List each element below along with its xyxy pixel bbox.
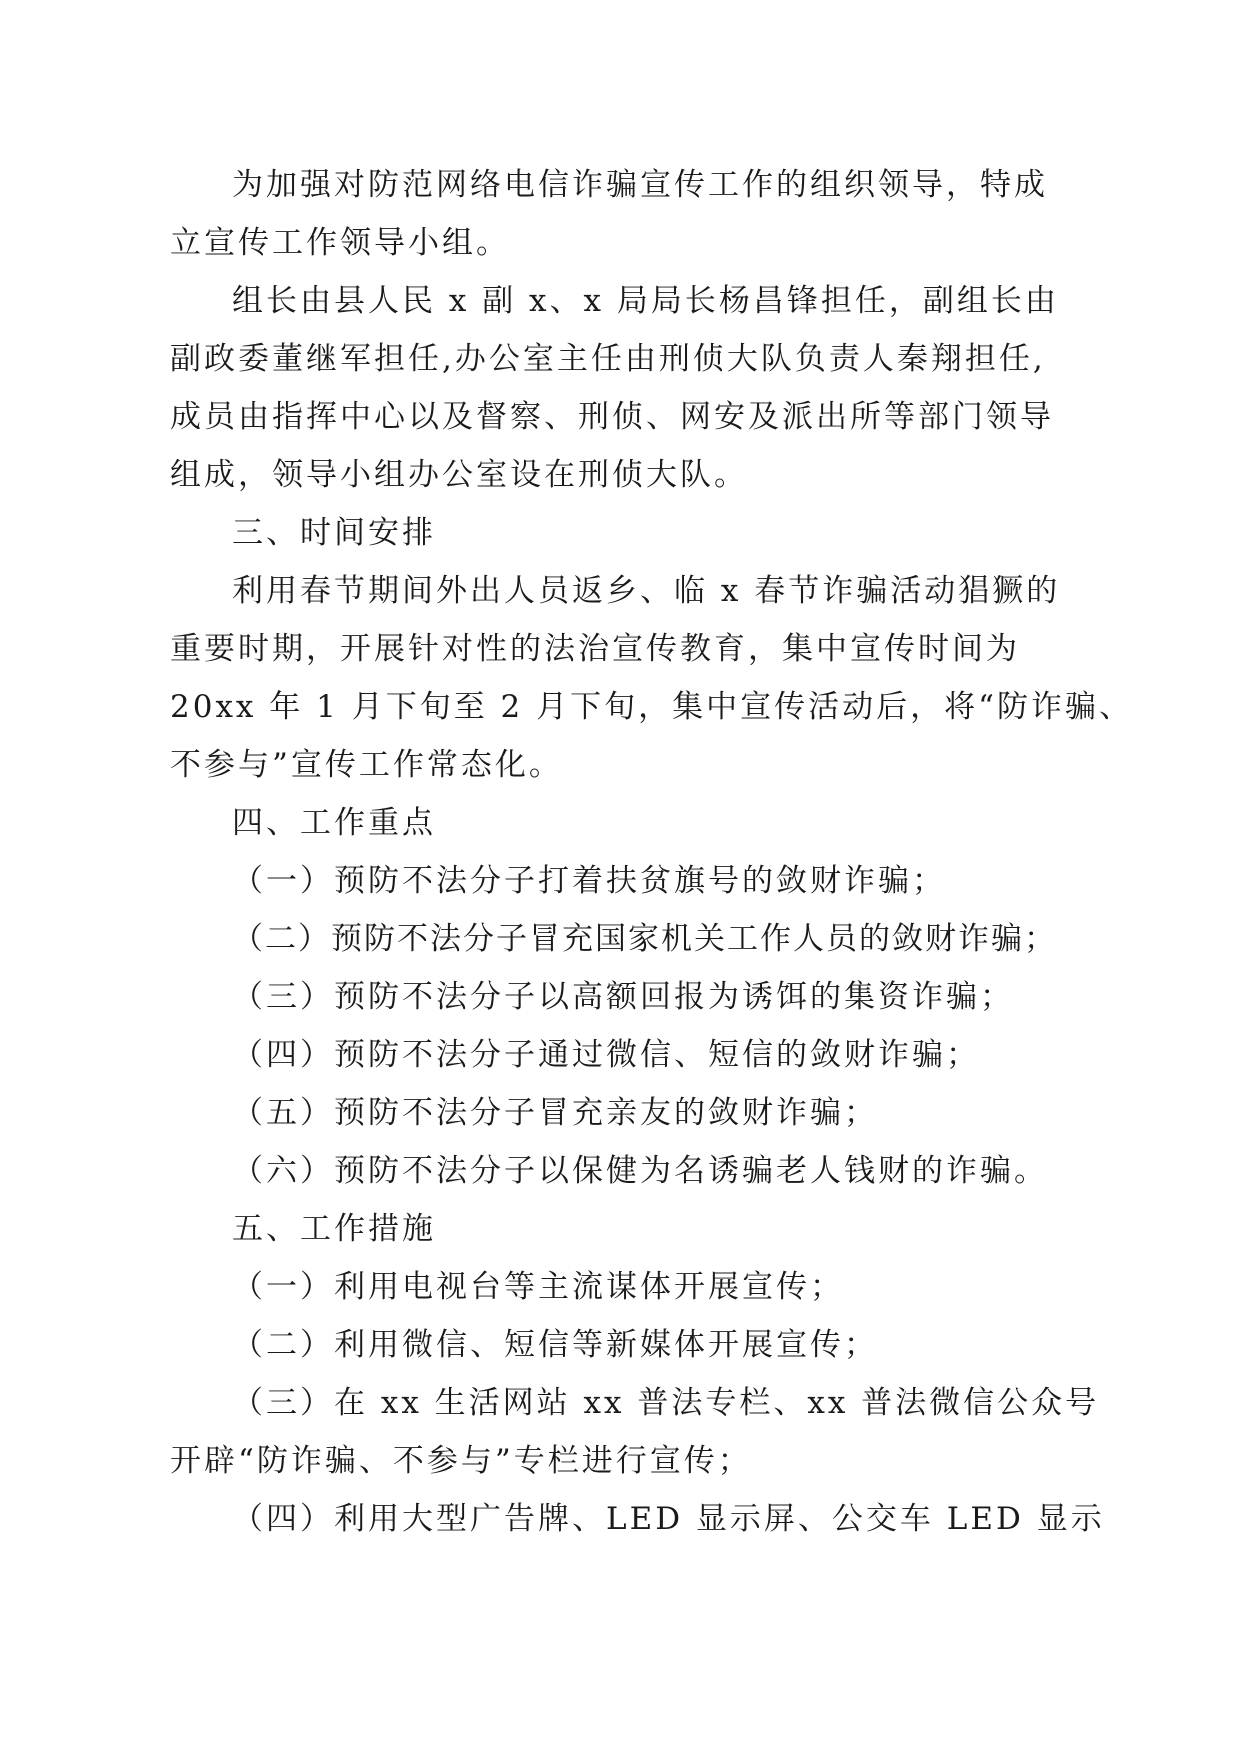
list-item: （一）预防不法分子打着扶贫旗号的敛财诈骗； — [232, 863, 946, 899]
paragraph-line: 不参与”宣传工作常态化。 — [170, 747, 563, 783]
paragraph-line: 为加强对防范网络电信诈骗宣传工作的组织领导，特成 — [232, 167, 1048, 203]
paragraph-line: 开辟“防诈骗、不参与”专栏进行宣传； — [170, 1443, 752, 1479]
list-item: （六）预防不法分子以保健为名诱骗老人钱财的诈骗。 — [232, 1153, 1048, 1189]
list-item: （三）预防不法分子以高额回报为诱饵的集资诈骗； — [232, 979, 1014, 1015]
paragraph-line: 20xx 年 1 月下旬至 2 月下旬，集中宣传活动后，将“防诈骗、 — [170, 689, 1133, 725]
paragraph-line: 组成，领导小组办公室设在刑侦大队。 — [170, 457, 748, 493]
section-heading: 三、时间安排 — [232, 515, 436, 551]
list-item: （二）预防不法分子冒充国家机关工作人员的敛财诈骗； — [232, 921, 1057, 957]
section-heading: 四、工作重点 — [232, 805, 436, 841]
paragraph-line: 立宣传工作领导小组。 — [170, 225, 510, 261]
paragraph-line: 利用春节期间外出人员返乡、临 x 春节诈骗活动猖獗的 — [232, 573, 1061, 609]
paragraph-line: 重要时期，开展针对性的法治宣传教育，集中宣传时间为 — [170, 631, 1020, 667]
list-item: （一）利用电视台等主流谋体开展宣传； — [232, 1269, 844, 1305]
list-item: （三）在 xx 生活网站 xx 普法专栏、xx 普法微信公众号 — [232, 1385, 1100, 1421]
list-item: （五）预防不法分子冒充亲友的敛财诈骗； — [232, 1095, 878, 1131]
list-item: （二）利用微信、短信等新媒体开展宣传； — [232, 1327, 878, 1363]
paragraph-line: 副政委董继军担任,办公室主任由刑侦大队负责人秦翔担任, — [170, 341, 1046, 377]
paragraph-line: 组长由县人民 x 副 x、x 局局长杨昌锋担任，副组长由 — [232, 283, 1059, 319]
list-item: （四）利用大型广告牌、LED 显示屏、公交车 LED 显示 — [232, 1501, 1105, 1537]
list-item: （四）预防不法分子通过微信、短信的敛财诈骗； — [232, 1037, 980, 1073]
section-heading: 五、工作措施 — [232, 1211, 436, 1247]
paragraph-line: 成员由指挥中心以及督察、刑侦、网安及派出所等部门领导 — [170, 399, 1054, 435]
